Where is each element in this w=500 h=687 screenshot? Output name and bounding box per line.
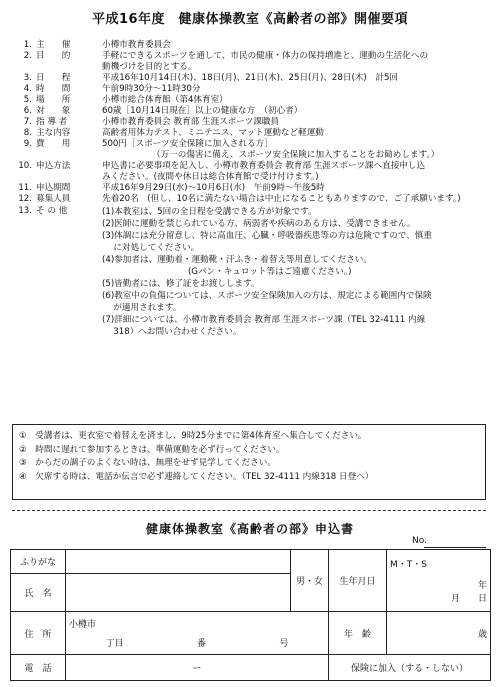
notice-line: ② 時間に遅れて参加するときは、準備運動を必ず行ってください。 [19,444,285,455]
other-line: (3)体調には充分留意し、特に高血圧、心臓・呼吸器疾患等の方は危険ですので、慎重 [102,231,432,241]
birthdate-label: 生年月日 [329,550,387,612]
other-line: に対処してください。 [102,243,200,253]
other-line: (6)教室中の負傷については、スポーツ安全保険加入の方は、規定による範囲内で保険 [102,291,432,301]
item-organizer: 1. 主 催 小樽市教育委員会 [23,40,171,50]
birthdate-field[interactable] [387,550,491,612]
item-eligibility: 6. 対 象 60歳［10月14日現在］以上の健康な方 （初心者） [23,106,303,116]
notice-line: ① 受講者は、更衣室で着替えを済まし、9時25分までに第4体育室へ集合してください。 [19,431,367,441]
item-time: 4. 時 間 午前9時30分～11時30分 [23,84,201,94]
era-options[interactable]: M・T・S [390,560,427,571]
other-line: (Gパン・キュロット等はご遠慮ください。) [102,267,352,277]
insurance-option[interactable]: 保険に加入（する・しない） [329,655,491,681]
item-purpose: 2. 目 的 手軽にできるスポーツを通して、市民の健康・体力の保持増進と、運動の生活化への [23,51,429,61]
age-field[interactable]: 歳 [387,612,491,655]
chome-label: 丁目 [105,639,124,650]
cut-line [12,510,486,511]
item-fee: 9. 費 用 500円［スポーツ安全保険に加入される方］ [23,139,273,149]
form-number-label: No. [412,536,427,546]
application-form [10,549,491,681]
outline-list [12,40,496,338]
notice-line: ③ からだの調子のよくない時は、無理をせず見学してください。 [19,458,276,468]
year-label: 年 [477,581,487,592]
purpose-continuation: 動機づけを目的とする。 [102,62,197,72]
form-title: 健康体操教室《高齢者の部》申込書 [145,522,354,536]
month-day-label: 月 日 [450,594,487,605]
other-line: (5)皆勤者には、修了証をお渡しします。 [102,279,260,289]
item-schedule: 3. 日 程 平成16年10月14日(木)、18日(月)、21日(木)、25日(月)、28日(木) 計5回 [23,73,399,83]
age-label: 年 齢 [329,612,387,655]
other-line: (2)医師に運動を禁じられている方、病弱者や疾病のある方は、受講できません。 [102,219,416,229]
notice-box [12,424,486,500]
document-title: 平成16年度 健康体操教室《高齢者の部》開催要項 [91,12,409,27]
item-content: 8. 主な内容 高齢者用体力テスト、ミニテニス、マット運動など軽運動 [23,128,324,138]
gender-options[interactable]: 男・女 [291,550,329,612]
application-method-cont: みください。(夜間や休日は総合体育館で受け付けます。) [102,172,319,182]
item-capacity: 12. 募集人員 先着20名 (但し、10名に満たない場合は中止になることもありますので、ご了承願います。) [18,194,461,204]
furigana-field[interactable] [66,550,291,574]
other-line: 318）へお問い合わせください。 [102,327,242,337]
phone-field[interactable]: ー [66,655,329,681]
item-instructor: 7. 指 導 者 小樽市教育委員会 教育部 生涯スポーツ課職員 [23,117,279,127]
item-application-period: 11. 申込期間 平成16年9月29日(水)～10月6日(水) 午前9時～午後5時 [18,183,325,193]
other-line: (7)詳細については、小樽市教育委員会 教育部 生涯スポーツ課（TEL 32-4111 内線 [102,315,426,325]
banchi-label: 番 [196,639,206,650]
form-number-field[interactable] [424,547,486,548]
address-field[interactable] [66,612,329,655]
name-field[interactable] [66,573,291,612]
item-venue: 5. 場 所 小樽市総合体育館（第4体育室） [23,95,228,105]
other-line: (1)本教室は、5回の全日程を受講できる方が対象です。 [102,207,317,217]
notice-line: ④ 欠席する時は、電話か伝言で必ず連絡してください。（TEL 32-4111 内線318 日登へ） [19,471,374,482]
name-label: 氏 名 [11,573,66,612]
phone-label: 電 話 [11,655,66,681]
other-line: が適用されます。 [102,303,182,313]
address-label: 住 所 [11,612,66,655]
go-label: 号 [279,639,289,650]
city-label: 小樽市 [69,620,97,631]
furigana-label: ふりがな [11,550,66,574]
fee-note: （万一の傷害に備え、スポーツ安全保険に加入することをお勧めします。） [152,150,440,160]
item-other: 13. そ の 他 (1)本教室は、5回の全日程を受講できる方が対象です。 (2)医師に運動を禁じられている方、病弱者や疾病のある方は、受講できません。 (3)体調には充分留意し、特に高血圧、心臓・呼吸器疾患等の方は危険ですので、慎重 に対処してください。 (4)参加者は、運動着・運動靴・汗ふき・着替え等用意してください。 (Gパン・キュロット等はご遠慮ください。) (5)皆勤者には、修了証をお渡しします。 (6)教室中の負傷については、スポーツ安全保険加入の方は、規定による範囲内で保険 が適用されます。 (7)詳細については、小樽市教育委員会 教育部 生涯スポーツ課（TEL 32-4111 内線 318）へお問い合わせください。 [12,206,496,338]
item-application-method: 10. 申込方法 申込書に必要事項を記入し、小樽市教育委員会 教育部 生涯スポーツ課へ直接申し込 [18,161,426,171]
other-line: (4)参加者は、運動着・運動靴・汗ふき・着替え等用意してください。 [102,255,372,265]
